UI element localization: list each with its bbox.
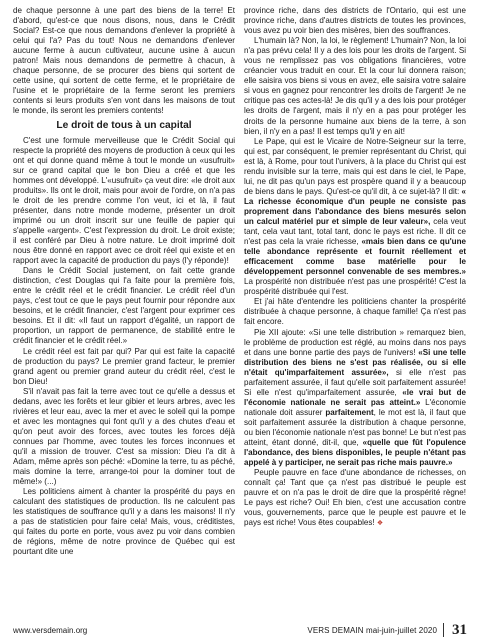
text-run: cela veut tant, cela vaut tant, total tant, donc le pays est riche. Il dit ce n'est pas cela la vraie richesse, — [244, 216, 466, 247]
section-heading: Le droit de tous à un capital — [56, 119, 192, 131]
right-column — [244, 6, 466, 529]
paragraph: province riche, dans des districts de l'Ontario, qui est une province riche, dans d'autres districts de toutes les provinces, vous avez pu voir bien des misères, bien des souffrances. — [244, 6, 466, 36]
page-footer — [13, 622, 467, 638]
paragraph — [244, 468, 466, 529]
paragraph: C'est une formule merveilleuse que le Crédit Social qui respecte la propriété des moyens de production à ceux qui les ont et qui donne quand même à tout le monde un «usufruit» sur ce grand capital que le bon Dieu a créé et que les hommes ont développé. L'«usufruit» ça veut dire: «le droit aux produits». Ils ont le droit, mais pour avoir de l'ordre, on n'a pas le droit de les prendre comme l'on veut, ici et là, il faut présenter, dans notre monde moderne, présenter un droit imprimé ou un droit inscrit sur une feuille de papier qui s'appelle «argent». C'est l'expression du droit. Le droit existe; il est conféré par Dieu à notre nature. Le droit imprimé doit nous être donné en rapport avec ce droit réel qui existe et en rapport avec la capacité de production du pays (l'y réponde)! — [13, 135, 235, 266]
text-run: Pie XII ajoute: «Si une telle distribution » remarquez bien, le problème de production est réglé, au moins dans nos pays et dans une bonne partie des pays de l'univers! — [244, 327, 466, 357]
page-number: 31 — [452, 621, 467, 638]
paragraph: L'humain là? Non, la loi, le règlement! L'humain? Non, la loi n'a pas prévu cela! Il y a des lois pour les droits de l'argent. Si vous ne remplissez pas vos obligations financières, votre créancier vous traduit en cour. Et la cour lui donnera raison; elle saisira vos biens si vous en avez, elle saisira votre salaire si vous en gagnez pour rencontrer les droits de l'argent! Je ne critique pas ces actes-là! Je dis qu'il y a des lois pour protéger les droits de l'argent, mais il n'y en a pas pour protéger les droits de la personne humaine aux biens de la terre, à son bien, il n'y en a pas! Il est temps qu'il y en ait! — [244, 36, 466, 136]
paragraph: Dans le Crédit Social justement, on fait cette grande distinction, c'est Douglas qui l'a faite pour la première fois, entre le crédit réel et le crédit financier. Le crédit réel d'un pays, c'est tout ce que le pays peut fournir pour répondre aux besoins, et le crédit financier, c'est l'argent pour exprimer ces besoins. Et il dit: «Il faut un rapport d'égalité, un rapport de proportion, un rapport de permanence, de stabilité entre le crédit financier et le crédit réel.» — [13, 266, 235, 346]
quote-bold: «mais bien dans ce qu'une telle abondance représente et fournit réellement et efficacement comme base matérielle pour le développement personnel convenable de ses membres.» — [244, 237, 466, 277]
footer-divider — [443, 623, 444, 637]
text-run: La prospérité non distribuée n'est pas une prospérité! C'est la prospérité distribuée qui l'est. — [244, 277, 466, 297]
publication-info: VERS DEMAIN mai-juin-juillet 2020 — [307, 625, 437, 635]
paragraph: de chaque personne à une part des biens de la terre! Et d'abord, qu'est-ce que nous disons, nous, dans le Crédit Social? Est-ce que nous demandons d'enlever la propriété à celui qui l'a? Pas du tout! Nous ne demandons d'enlever aucune ferme à aucun cultivateur, aucune usine à aucun patron! Mais nous demandons de permettre à chacun, à chaque personne, de se procurer des biens qui sortent de cette usine, qui sortent de cette ferme, et le propriétaire de l'usine et le propriétaire de la ferme seront les premiers contents si leurs produits s'en vont dans les maisons de tout le monde, ils seront les premiers contents! — [13, 6, 235, 116]
paragraph — [244, 328, 466, 469]
left-column — [13, 6, 235, 557]
text-run: , le mot est là, il faut que soit parfaitement assurée la distribution à chaque personne, ou bien l'économie nationale n'est pas bonne! Le but n'est pas atteint, étant donné, dit-il, que, — [244, 407, 466, 448]
text-run: L'économie nationale doit assurer — [244, 397, 467, 417]
paragraph: Les politiciens aiment à chanter la prospérité du pays en calculant des statistiques de production. Ils ne calculent pas les statistiques de souffrance qu'il y a dans les maisons! Il n'y a pas de statisticien pour faire cela! Mais, vous, créditistes, qui faites du porte en porte, vous avez pu voir dans combien de régions, même de notre province de Québec qui est pourtant dite une — [13, 487, 235, 557]
quote-bold: parfaitement — [325, 407, 374, 417]
quote-bold: « La richesse économique d'un peuple ne consiste pas proprement dans l'abondance des biens mesurés selon un calcul matériel pur et simple de leur valeur», — [244, 186, 466, 226]
end-of-article-icon: ❖ — [376, 520, 384, 528]
paragraph: Et j'ai hâte d'entendre les politiciens chanter la prospérité distribuée à chaque personne, à chaque famille! Ça n'est pas fait encore. — [244, 297, 466, 327]
text-run: Le Pape, qui est le Vicaire de Notre-Seigneur sur la terre, qui est, par conséquent, le premier représentant du Christ, qui est là, à Rome, pour tout l'univers, à la place du Christ qui est rendu invisible sur la terre, mais qui est dans le ciel, le Pape, lui, ne dit pas qu'un pays est prospère quand il y a beaucoup de biens dans le pays. Qu'est-ce qu'il dit, à ce sujet-là? Il dit: — [244, 136, 466, 196]
quote-bold: «quelle que fût l'opulence l'abondance, des biens disponibles, le peuple n'étant pas appelé à y participer, ne serait pas riche mais pauvre.» — [244, 438, 466, 468]
website-link[interactable]: www.versdemain.org — [13, 625, 88, 635]
text-run: si elle n'est pas parfaitement assurée, il faut qu'elle soit parfaitement assurée! Si elle n'est qu'imparfaitement assurée, — [244, 367, 466, 397]
paragraph: S'il n'avait pas fait la terre avec tout ce qu'elle a dessus et dedans, avec les forêts et leur gibier et leurs arbres, avec les rivières et leur eau, avec la mer et avec le soleil qui la pompe et avec les montagnes qui font qu'il y a des chutes d'eau et qu'on peut avoir des forces, avec toutes les forces déjà connues par l'homme, avec toutes les forces inconnues et qu'il a mission de trouver. C'est sa mission: Dieu l'a dit à Adam, même après son péché: «Domine la terre, tu as péché, mais domine la terre, arrange-toi pour la dominer tout de même!» (...) — [13, 386, 235, 487]
quote-bold: «le vrai but de l'économie nationale ne serait pas atteint.» — [244, 387, 466, 407]
text-run: Peuple pauvre en face d'une abondance de richesses, on connaît ça! Tant que ça n'est pas distribué le peuple est pauvre et on n'a pas le droit de dire que la prospérité règne! Le pays est riche? Oui! Eh bien, c'est une accusation contre vous, gouvernements, parce que le peuple est pauvre et le pays est riche! Vous êtes coupables! — [244, 468, 466, 528]
quote-bold: «Si une telle distribution des biens ne s'est pas réalisée, ou si elle n'était qu'imparfaitement assurée», — [244, 347, 466, 377]
paragraph — [244, 137, 466, 298]
paragraph: Le crédit réel est fait par qui? Par qui est faite la capacité de production du pays? Le premier grand facteur, le premier grand agent ou premier grand auteur du crédit réel, c'est le bon Dieu! — [13, 346, 235, 386]
